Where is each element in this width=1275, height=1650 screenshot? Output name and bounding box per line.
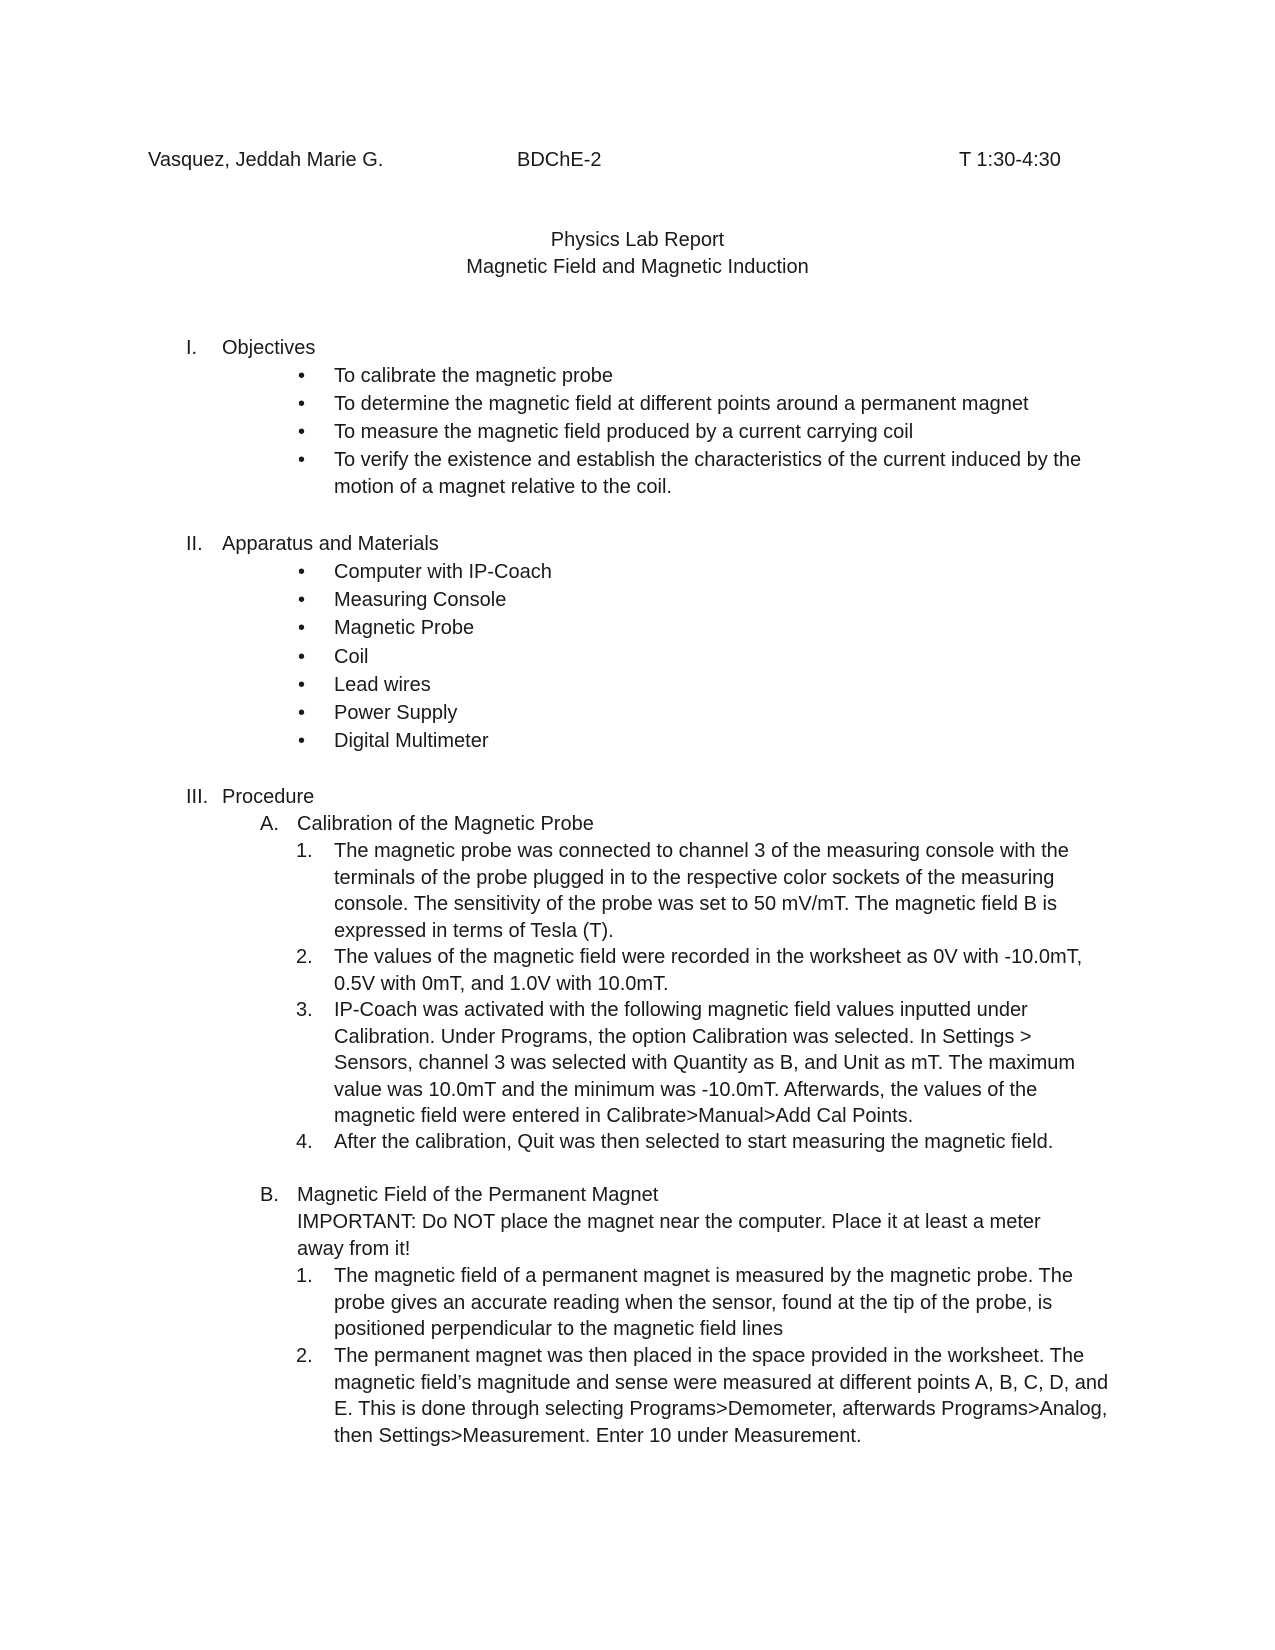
apparatus-item: Coil xyxy=(334,646,369,668)
step-number: 4. xyxy=(296,1131,313,1153)
step-text: The values of the magnetic field were recorded in the worksheet as 0V with -10.0mT, 0.5V with 0mT, and 1.0V with 10.0mT. xyxy=(334,946,1083,995)
section-b-heading: Magnetic Field of the Permanent Magnet xyxy=(297,1184,659,1206)
step-text: The permanent magnet was then placed in the space provided in the worksheet. The magnetic field’s magnitude and sense were measured at different points A, B, C, D, and E. This is done through selecting Programs>Demometer, afterwards Programs>Analog, then Settings>Measurement. Enter 10 under Measurement. xyxy=(334,1345,1109,1447)
objectives-numeral: I. xyxy=(186,337,198,359)
section-b-letter: B. xyxy=(260,1184,279,1206)
step-number: 2. xyxy=(296,1345,313,1367)
bullet-icon: • xyxy=(298,646,306,668)
section-a-letter: A. xyxy=(260,813,279,835)
class-schedule: T 1:30-4:30 xyxy=(959,149,1061,171)
objectives-heading: Objectives xyxy=(222,337,316,359)
apparatus-item: Lead wires xyxy=(334,674,431,696)
apparatus-item: Magnetic Probe xyxy=(334,617,475,639)
report-subtitle: Magnetic Field and Magnetic Induction xyxy=(466,256,809,278)
report-title: Physics Lab Report xyxy=(550,229,725,251)
section-a-heading: Calibration of the Magnetic Probe xyxy=(297,813,594,835)
apparatus-item: Digital Multimeter xyxy=(334,730,489,752)
step-number: 3. xyxy=(296,999,313,1021)
bullet-icon: • xyxy=(298,589,306,611)
objective-item: To determine the magnetic field at different points around a permanent magnet xyxy=(334,393,1029,415)
bullet-icon: • xyxy=(298,365,306,387)
course-section: BDChE-2 xyxy=(517,149,602,171)
procedure-heading: Procedure xyxy=(222,786,315,808)
step-text: After the calibration, Quit was then selected to start measuring the magnetic field. xyxy=(334,1131,1054,1153)
step-number: 2. xyxy=(296,946,313,968)
apparatus-numeral: II. xyxy=(186,533,203,555)
student-name: Vasquez, Jeddah Marie G. xyxy=(148,149,384,171)
bullet-icon: • xyxy=(298,617,306,639)
bullet-icon: • xyxy=(298,674,306,696)
apparatus-heading: Apparatus and Materials xyxy=(222,533,439,555)
apparatus-item: Power Supply xyxy=(334,702,458,724)
bullet-icon: • xyxy=(298,730,306,752)
step-text: IP-Coach was activated with the following magnetic field values inputted under Calibration. Under Programs, the option Calibration was selected. In Settings > Sensors, channel 3 was selected with Quantity as B, and Unit as mT. The maximum value was 10.0mT and the minimum was -10.0mT. Afterwards, the values of the magnetic field were entered in Calibrate>Manual>Add Cal Points. xyxy=(334,999,1076,1127)
step-text: The magnetic field of a permanent magnet is measured by the magnetic probe. The probe gives an accurate reading when the sensor, found at the tip of the probe, is positioned perpendicular to the magnetic field lines xyxy=(334,1265,1073,1340)
apparatus-item: Computer with IP-Coach xyxy=(334,561,552,583)
bullet-icon: • xyxy=(298,393,306,415)
objective-item: To measure the magnetic field produced by a current carrying coil xyxy=(334,421,914,443)
procedure-numeral: III. xyxy=(186,786,209,808)
bullet-icon: • xyxy=(298,449,306,471)
bullet-icon: • xyxy=(298,561,306,583)
step-number: 1. xyxy=(296,840,313,862)
bullet-icon: • xyxy=(298,702,306,724)
objective-item: To verify the existence and establish the characteristics of the current induced by the motion of a magnet relative to the coil. xyxy=(334,449,1082,498)
step-number: 1. xyxy=(296,1265,313,1287)
step-text: The magnetic probe was connected to channel 3 of the measuring console with the terminals of the probe plugged in to the respective color sockets of the measuring console. The sensitivity of the probe was set to 50 mV/mT. The magnetic field B is expressed in terms of Tesla (T). xyxy=(334,840,1069,942)
bullet-icon: • xyxy=(298,421,306,443)
important-note: IMPORTANT: Do NOT place the magnet near the computer. Place it at least a meter away from it! xyxy=(297,1211,1041,1260)
objective-item: To calibrate the magnetic probe xyxy=(334,365,614,387)
apparatus-item: Measuring Console xyxy=(334,589,507,611)
